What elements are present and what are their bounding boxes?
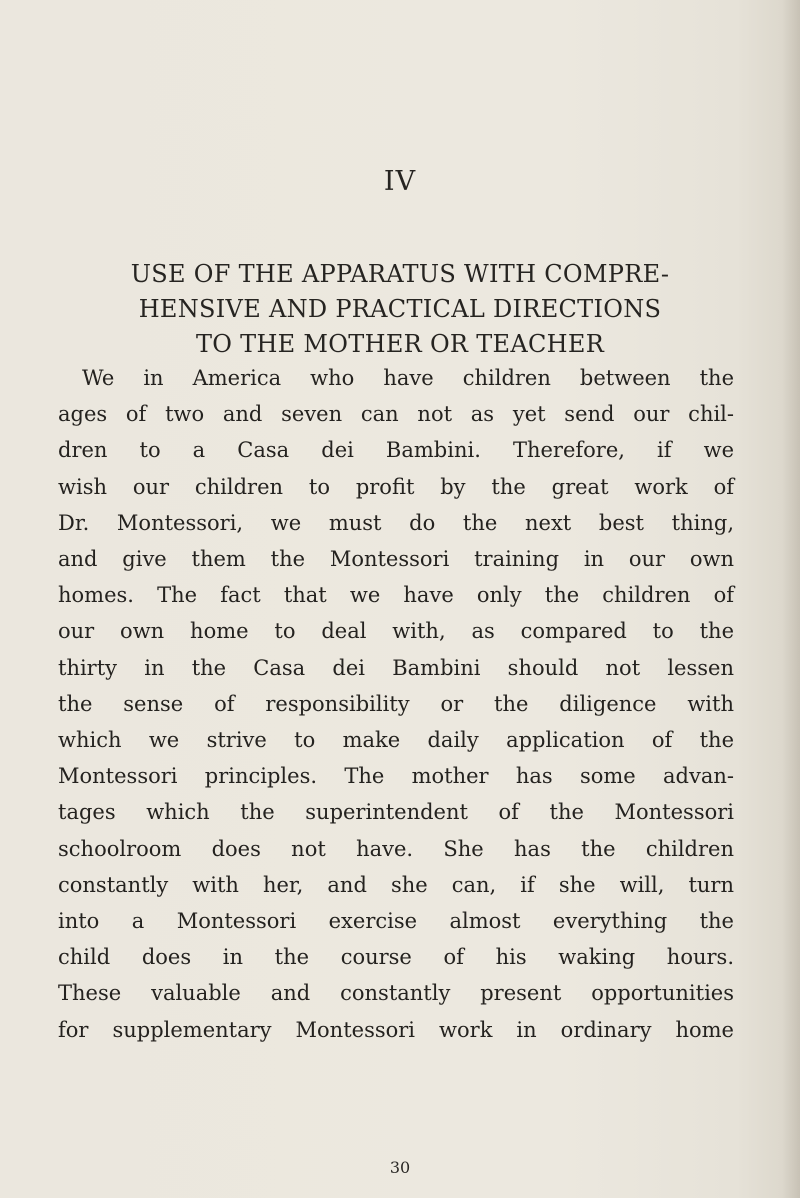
text-line: ages of two and seven can not as yet send our chil- [58, 402, 734, 427]
text-line: which we strive to make daily application of the [58, 728, 734, 753]
chapter-title [60, 257, 740, 362]
chapter-title-line: HENSIVE AND PRACTICAL DIRECTIONS [138, 295, 662, 323]
chapter-title-line: TO THE MOTHER OR TEACHER [195, 330, 605, 358]
page-number: 30 [389, 1158, 411, 1177]
text-line: tages which the superintendent of the Montessori [58, 800, 734, 825]
chapter-title-line: USE OF THE APPARATUS WITH COMPRE- [130, 260, 670, 288]
text-line: Dr. Montessori, we must do the next best thing, [58, 510, 734, 535]
text-line: our own home to deal with, as compared to the [58, 619, 734, 644]
text-line: wish our children to profit by the great work of [58, 474, 734, 499]
text-line: child does in the course of his waking hours. [58, 945, 734, 970]
text-line: into a Montessori exercise almost everything the [58, 909, 734, 934]
text-line: We in America who have children between the [82, 366, 734, 390]
text-line: dren to a Casa dei Bambini. Therefore, if we [58, 438, 734, 463]
text-line: and give them the Montessori training in our own [58, 547, 734, 572]
text-line: schoolroom does not have. She has the children [58, 836, 734, 861]
text-line: Montessori principles. The mother has some advan- [58, 764, 734, 789]
text-line: for supplementary Montessori work in ordinary home [58, 1017, 734, 1042]
text-line: thirty in the Casa dei Bambini should not lessen [58, 655, 734, 680]
text-line: These valuable and constantly present opportunities [58, 981, 734, 1006]
text-line: homes. The fact that we have only the children of [58, 583, 734, 608]
chapter-number: IV [383, 166, 417, 197]
body-paragraph [58, 360, 734, 1048]
text-line: constantly with her, and she can, if she will, turn [58, 872, 734, 897]
text-line: the sense of responsibility or the diligence with [58, 691, 734, 716]
